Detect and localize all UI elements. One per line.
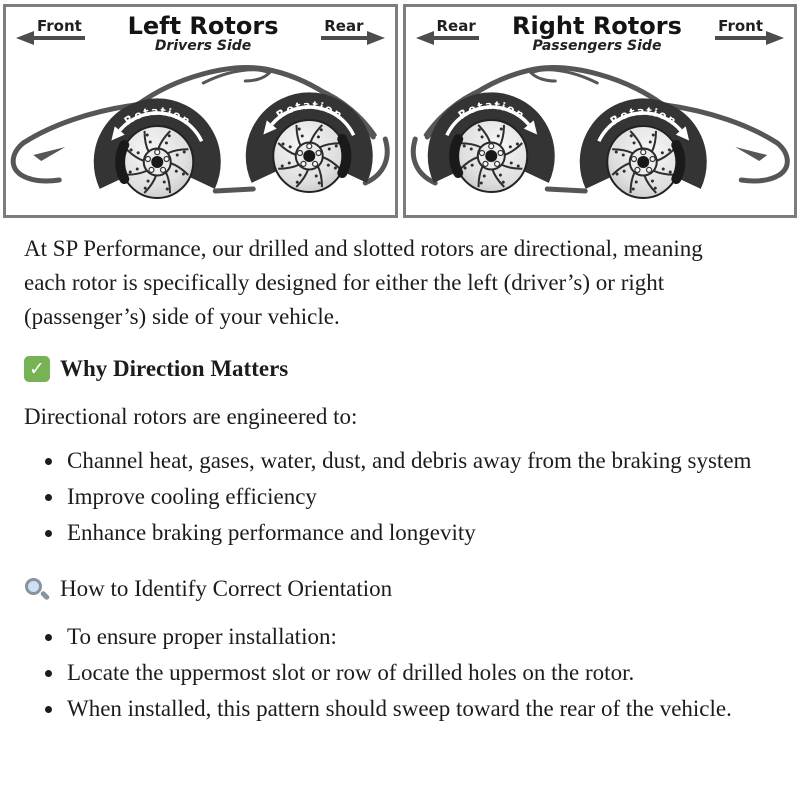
intro-paragraph: At SP Performance, our drilled and slotted rotors are directional, meaning each rotor is specifically designed for either the left (driver’s) or right (passenger’s) side of your vehicle. [24, 236, 703, 329]
left-panel-titles [85, 14, 321, 54]
right-panel-header [406, 7, 795, 55]
list-item: • Enhance braking performance and longevity [65, 516, 764, 550]
list-item: • Channel heat, gases, water, dust, and debris away from the braking system [65, 444, 764, 478]
rotation-label-rear-wheel: Rotation [273, 98, 346, 123]
section-heading-identify-orientation [24, 574, 770, 604]
lead-paragraph: Directional rotors are engineered to: [24, 404, 358, 429]
rotation-label-rear-wheel: Rotation [455, 98, 528, 123]
magnifier-handle [40, 590, 51, 601]
benefits-list [24, 444, 764, 550]
check-mark-icon: ✓ [24, 356, 50, 382]
list-item: • When installed, this pattern should sweep toward the rear of the vehicle. [65, 692, 764, 726]
panel-subtitle: Passengers Side [532, 38, 662, 55]
magnifying-glass-icon [24, 576, 50, 602]
left-rotors-panel [3, 4, 398, 218]
rear-direction-label-right-panel [416, 18, 479, 40]
heading-text: How to Identify Correct Orientation [60, 576, 393, 601]
article-body [0, 232, 800, 726]
arrow-left-icon [16, 31, 34, 45]
rear-label: Rear [321, 18, 366, 40]
panel-subtitle: Drivers Side [154, 38, 252, 55]
right-panel-titles [479, 14, 715, 54]
left-panel-header [6, 7, 395, 55]
front-direction-label-left-panel [16, 18, 85, 40]
section-heading-why-direction-matters [24, 354, 770, 384]
front-label: Front [715, 18, 766, 40]
list-item: • Locate the uppermost slot or row of drilled holes on the rotor. [65, 656, 764, 690]
rotation-label-front-wheel: Rotation [121, 104, 194, 129]
car-illustration-driver-side [6, 55, 395, 215]
rotation-label-front-wheel: Rotation [607, 104, 680, 129]
right-rotors-panel [403, 4, 798, 218]
front-direction-label-right-panel [715, 18, 784, 40]
arrow-right-icon [367, 31, 385, 45]
rear-label: Rear [434, 18, 479, 40]
arrow-right-icon [766, 31, 784, 45]
orientation-list [24, 620, 764, 726]
front-label: Front [34, 18, 85, 40]
panel-title: Left Rotors [127, 12, 279, 40]
list-item: • To ensure proper installation: [65, 620, 764, 654]
panel-title: Right Rotors [512, 12, 682, 40]
rear-direction-label-left-panel [321, 18, 384, 40]
list-item: • Improve cooling efficiency [65, 480, 764, 514]
car-illustration-passenger-side [406, 55, 795, 215]
rotor-direction-diagram [0, 4, 800, 218]
arrow-left-icon [416, 31, 434, 45]
heading-text: Why Direction Matters [60, 356, 289, 381]
